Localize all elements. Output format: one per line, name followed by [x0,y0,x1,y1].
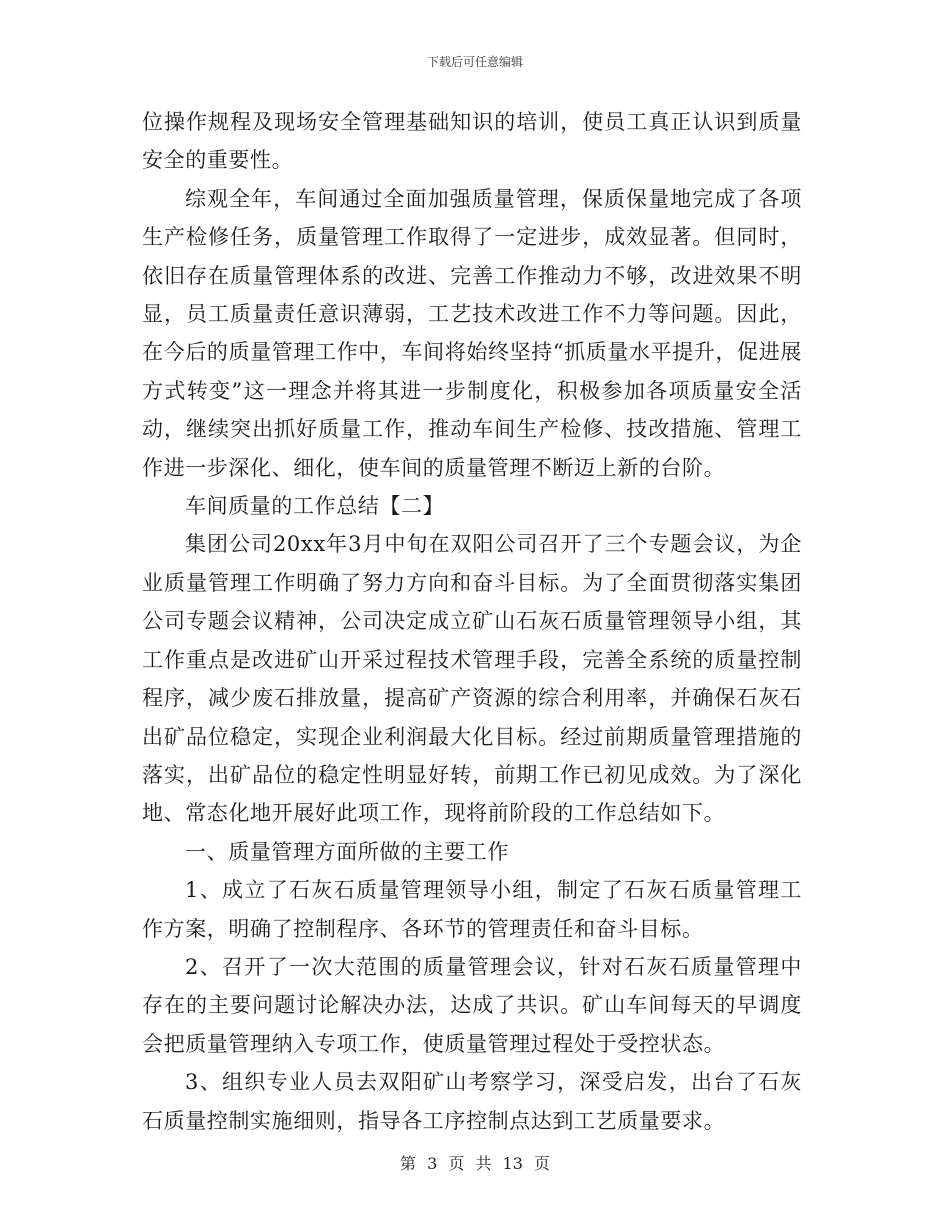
page-number-footer: 第 3 页 共 13 页 [400,1154,550,1173]
list-item-3: 3、组织专业人员去双阳矿山考察学习，深受启发，出台了石灰石质量控制实施细则，指导各工序控制点达到工艺质量要求。 [142,1070,802,1133]
paragraph-annual-review: 综观全年，车间通过全面加强质量管理，保质保量地完成了各项生产检修任务，质量管理工作取得了一定进步，成效显著。但同时，依旧存在质量管理体系的改进、完善工作推动力不够，改进效果不明显，员工质量责任意识薄弱，工艺技术改进工作不力等问题。因此，在今后的质量管理工作中，车间将始终坚持“抓质量水平提升，促进展方式转变”这一理念并将其进一步制度化，积极参加各项质量安全活动，继续突出抓好质量工作，推动车间生产检修、技改措施、管理工作进一步深化、细化，使车间的质量管理不断迈上新的台阶。 [142,186,802,480]
section-heading-main-work: 一、质量管理方面所做的主要工作 [185,839,509,864]
list-item-2: 2、召开了一次大范围的质量管理会议，针对石灰石质量管理中存在的主要问题讨论解决办法，达成了共识。矿山车间每天的早调度会把质量管理纳入专项工作，使质量管理过程处于受控状态。 [142,954,802,1056]
section-heading-summary-two: 车间质量的工作总结【二】 [185,494,445,519]
page-header: 下载后可任意编辑 [426,55,523,69]
list-item-1: 1、成立了石灰石质量管理领导小组，制定了石灰石质量管理工作方案，明确了控制程序、各环节的管理责任和奋斗目标。 [142,878,802,941]
paragraph-group-meeting: 集团公司20xx年3月中旬在双阳公司召开了三个专题会议，为企业质量管理工作明确了努力方向和奋斗目标。为了全面贯彻落实集团公司专题会议精神，公司决定成立矿山石灰石质量管理领导小组，其工作重点是改进矿山开采过程技术管理手段，完善全系统的质量控制程序，减少废石排放量，提高矿产资源的综合利用率，并确保石灰石出矿品位稳定，实现企业利润最大化目标。经过前期质量管理措施的落实，出矿品位的稳定性明显好转，前期工作已初见成效。为了深化地、常态化地开展好此项工作，现将前阶段的工作总结如下。 [142,532,802,826]
paragraph-continuation: 位操作规程及现场安全管理基础知识的培训，使员工真正认识到质量安全的重要性。 [142,110,802,173]
document-body [142,103,802,1140]
